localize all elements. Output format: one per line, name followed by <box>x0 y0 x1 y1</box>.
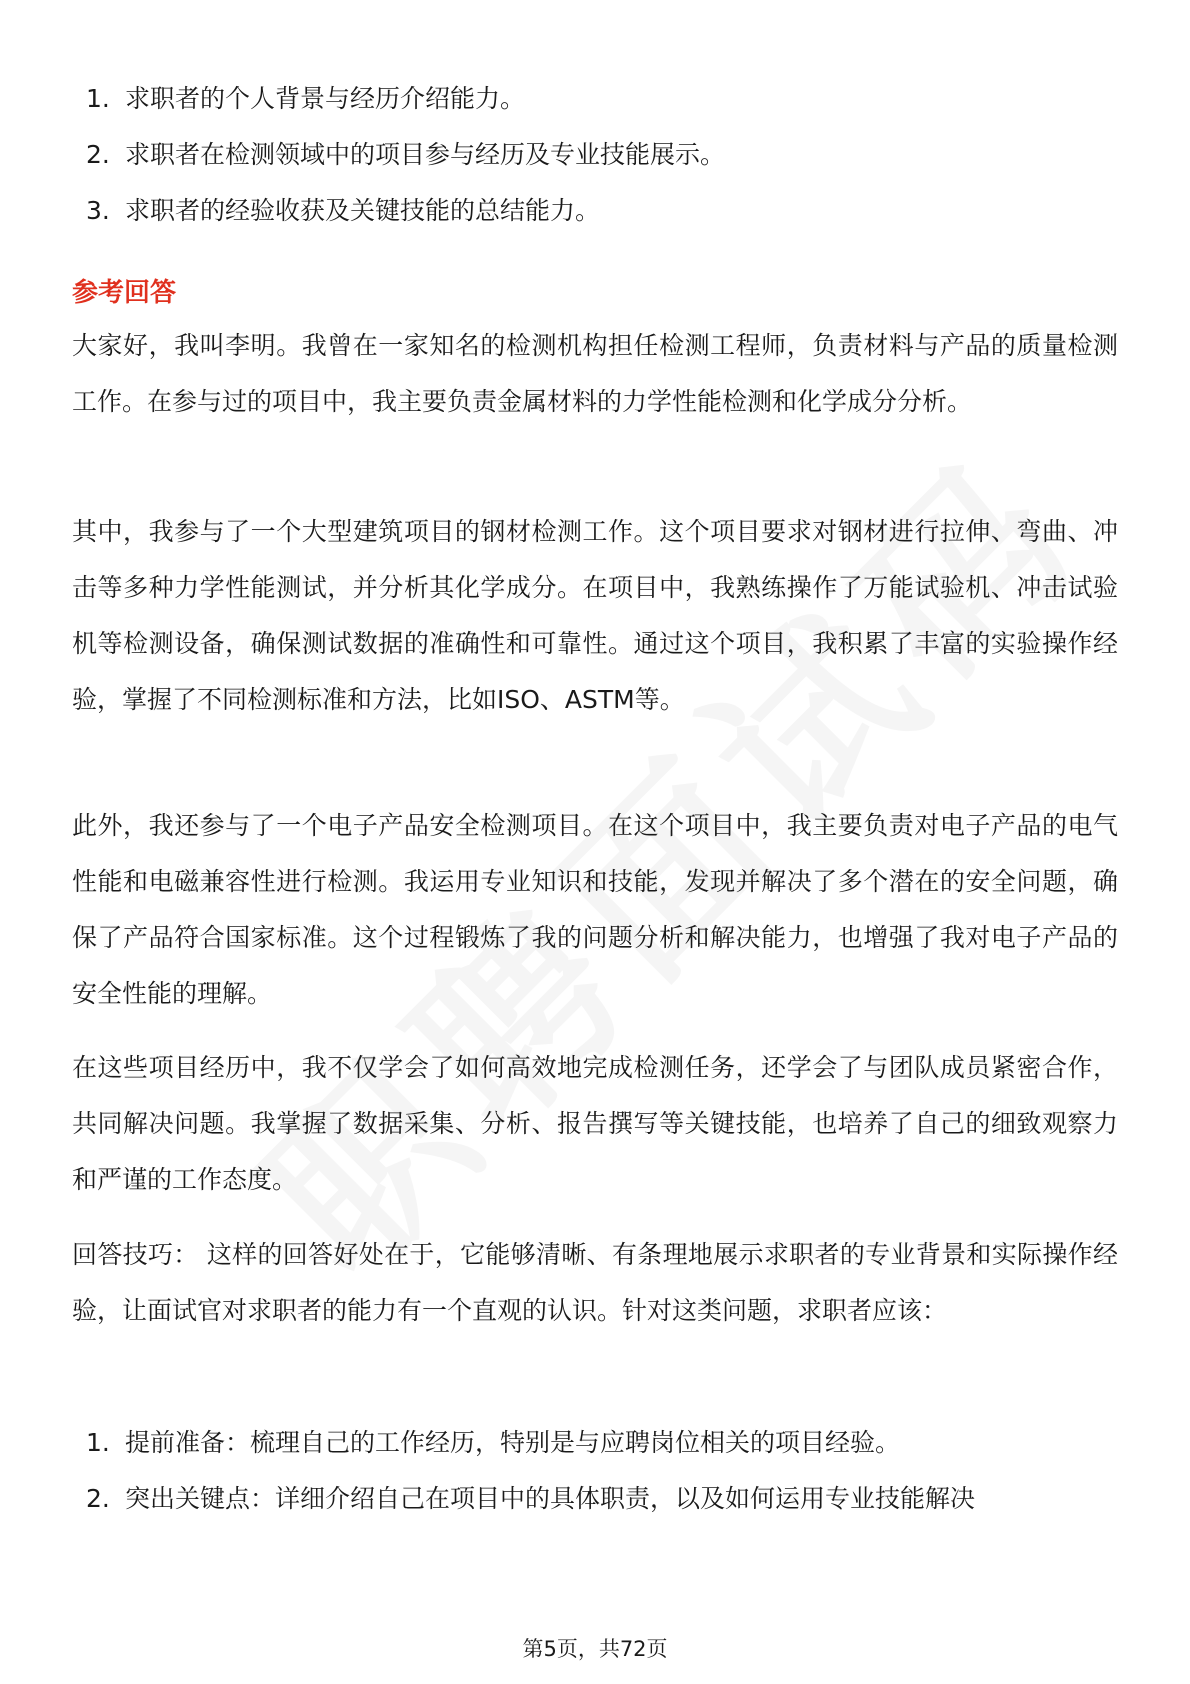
list-number: 2. <box>86 140 110 169</box>
page-number: 第5页，共72页 <box>522 1637 668 1661</box>
list-item <box>86 1425 975 1481</box>
answer-paragraph: 其中，我参与了一个大型建筑项目的钢材检测工作。这个项目要求对钢材进行拉伸、弯曲、冲击等多种力学性能测试，并分析其化学成分。在项目中，我熟练操作了万能试验机、冲击试验机等检测设备，确保测试数据的准确性和可靠性。通过这个项目，我积累了丰富的实验操作经验，掌握了不同检测标准和方法，比如ISO、ASTM等。 <box>72 517 1118 714</box>
list-number: 3. <box>86 196 110 225</box>
answer-paragraph: 此外，我还参与了一个电子产品安全检测项目。在这个项目中，我主要负责对电子产品的电气性能和电磁兼容性进行检测。我运用专业知识和技能，发现并解决了多个潜在的安全问题，确保了产品符合国家标准。这个过程锻炼了我的问题分析和解决能力，也增强了我对电子产品的安全性能的理解。 <box>72 811 1118 1008</box>
reference-answer-heading: 参考回答 <box>72 278 177 308</box>
answer-tips-paragraph: 回答技巧： 这样的回答好处在于，它能够清晰、有条理地展示求职者的专业背景和实际操作经验，让面试官对求职者的能力有一个直观的认识。针对这类问题，求职者应该： <box>72 1240 1118 1325</box>
list-number: 1. <box>86 84 110 113</box>
list-item <box>86 1481 975 1537</box>
list-text: 突出关键点：详细介绍自己在项目中的具体职责，以及如何运用专业技能解决 <box>125 1484 976 1513</box>
list-text: 提前准备：梳理自己的工作经历，特别是与应聘岗位相关的项目经验。 <box>125 1428 901 1457</box>
list-item <box>86 81 725 137</box>
intro-list <box>86 81 725 249</box>
list-text: 求职者在检测领域中的项目参与经历及专业技能展示。 <box>125 140 726 169</box>
list-item <box>86 137 725 193</box>
list-number: 1. <box>86 1428 110 1457</box>
answer-paragraph: 大家好，我叫李明。我曾在一家知名的检测机构担任检测工程师，负责材料与产品的质量检测工作。在参与过的项目中，我主要负责金属材料的力学性能检测和化学成分分析。 <box>72 331 1118 416</box>
list-text: 求职者的经验收获及关键技能的总结能力。 <box>125 196 601 225</box>
list-text: 求职者的个人背景与经历介绍能力。 <box>125 84 526 113</box>
list-item <box>86 193 725 249</box>
tips-list <box>86 1425 975 1537</box>
answer-paragraph: 在这些项目经历中，我不仅学会了如何高效地完成检测任务，还学会了与团队成员紧密合作，共同解决问题。我掌握了数据采集、分析、报告撰写等关键技能，也培养了自己的细致观察力和严谨的工作态度。 <box>72 1053 1118 1194</box>
list-number: 2. <box>86 1484 110 1513</box>
